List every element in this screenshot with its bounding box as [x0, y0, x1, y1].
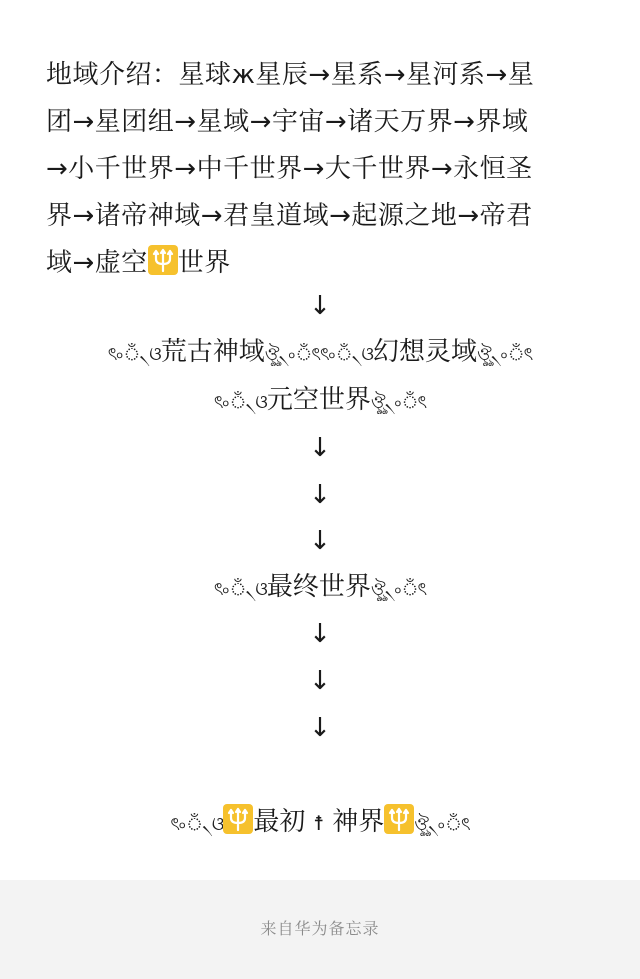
- deco-left: ৎ৹ঁ৲ଓ: [213, 579, 267, 600]
- down-arrow: ↓: [309, 480, 331, 510]
- down-arrow: ↓: [309, 619, 331, 649]
- trident-icon: [384, 804, 414, 834]
- deco-left: ৎ৹ঁ৲ଓ: [170, 814, 224, 835]
- deco-left: ৎ৹ঁ৲ଓ: [213, 392, 267, 413]
- intro-line: 地域介绍：星球ж星辰→星系→星河系→星: [46, 60, 535, 90]
- realm-name: 元空世界: [266, 385, 371, 415]
- source-label: 来自华为备忘录: [260, 919, 380, 938]
- realm-intro-text: [46, 52, 606, 287]
- realm-name: 神界: [332, 807, 385, 837]
- realm-name: 最终世界: [266, 572, 371, 602]
- deco-left: ৎ৹ঁ৲ଓ: [107, 344, 161, 365]
- realm-row-final: [0, 802, 640, 845]
- deco-left: ৎ৹ঁ৲ଓ: [320, 344, 373, 365]
- deco-right: ঔৣ৲৹ঁৎ: [476, 344, 533, 365]
- cross-symbol: ☨: [313, 811, 325, 835]
- intro-line: 团→星团组→星域→宇宙→诸天万界→界域: [46, 107, 529, 137]
- down-arrow: ↓: [309, 291, 331, 321]
- deco-right: ঔৣ৲৹ঁৎ: [264, 344, 320, 365]
- realm-row-2: [0, 380, 640, 423]
- footer: [0, 880, 640, 979]
- realm-name: 幻想灵域: [372, 337, 477, 367]
- down-arrow: ↓: [309, 433, 331, 463]
- deco-right: ঔৣ৲৹ঁৎ: [414, 814, 470, 835]
- realm-name: 最初: [253, 807, 306, 837]
- realm-row-3: [0, 567, 640, 610]
- down-arrow: ↓: [309, 713, 331, 743]
- deco-right: ঔৣ৲৹ঁৎ: [370, 392, 427, 413]
- intro-line: [46, 240, 606, 287]
- down-arrow: ↓: [309, 526, 331, 556]
- trident-icon: [148, 245, 178, 275]
- trident-icon: [223, 804, 253, 834]
- deco-right: ঔৣ৲৹ঁৎ: [370, 579, 427, 600]
- intro-last-prefix: 域→虚空: [46, 248, 148, 278]
- intro-last-suffix: 世界: [177, 248, 231, 278]
- realm-name: 荒古神域: [160, 337, 265, 367]
- realm-row-1: [0, 332, 640, 375]
- intro-line: →小千世界→中千世界→大千世界→永恒圣: [46, 154, 533, 184]
- intro-line: 界→诸帝神域→君皇道域→起源之地→帝君: [46, 201, 533, 231]
- down-arrow: ↓: [309, 666, 331, 696]
